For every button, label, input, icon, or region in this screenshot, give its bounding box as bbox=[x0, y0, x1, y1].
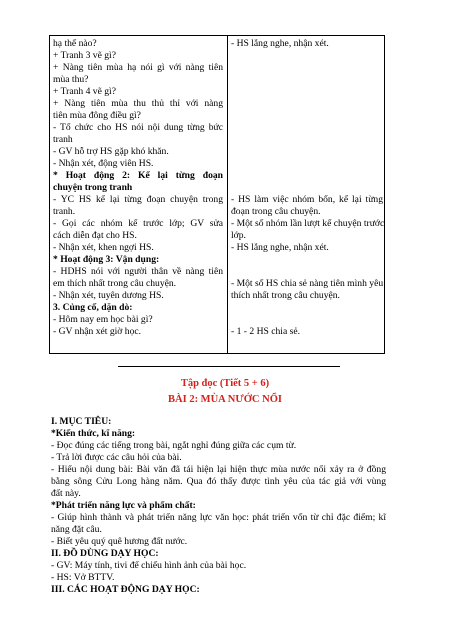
body-line: - Giúp hình thành và phát triển năng lực văn học: phát triển vốn từ chỉ đặc điểm; kĩ bbox=[51, 512, 386, 523]
lesson-subject: Tập đọc (Tiết 5 + 6) bbox=[180, 378, 270, 389]
table-left-line: tranh. bbox=[53, 206, 76, 217]
body-line: - Hiểu nội dung bài: Bài văn đã tái hiện lại hiện thực mùa nước nổi xảy ra ở đồng bbox=[51, 464, 386, 475]
table-right-line: - HS lắng nghe, nhận xét. bbox=[231, 38, 329, 49]
table-left-line: - Hôm nay em học bài gì? bbox=[53, 314, 153, 325]
table-left-line: em thích nhất trong câu chuyện. bbox=[53, 278, 177, 289]
table-left-line: + Tranh 3 vẽ gì? bbox=[53, 50, 116, 61]
table-left-line: - Gọi các nhóm kể trước lớp; GV sửa bbox=[53, 218, 223, 229]
table-left-line: - Tổ chức cho HS nói nội dung từng bức bbox=[53, 122, 223, 133]
section-heading: II. ĐỒ DÙNG DẠY HỌC: bbox=[51, 548, 159, 559]
table-left-line: + Nàng tiên mùa hạ nói gì với nàng tiên bbox=[53, 62, 223, 73]
table-left-line: tranh bbox=[53, 134, 73, 145]
lesson-title: BÀI 2: MÙA NƯỚC NỔI bbox=[168, 394, 282, 405]
table-left-line: tiên mùa đông điều gì? bbox=[53, 110, 141, 121]
table-left-line: mùa thu? bbox=[53, 74, 89, 85]
activity-heading: 3. Củng cố, dặn dò: bbox=[53, 302, 133, 313]
activity-heading: * Hoạt động 2: Kể lại từng đoạn bbox=[53, 170, 223, 181]
table-left-line: - HDHS nói với người thân về nàng tiên bbox=[53, 266, 223, 277]
subsection-heading: *Phát triển năng lực và phẩm chất: bbox=[51, 500, 196, 511]
table-left-line: cách diễn đạt cho HS. bbox=[53, 230, 137, 241]
table-right-line: đoạn trong câu chuyện. bbox=[231, 206, 321, 217]
body-line: - Đọc đúng các tiếng trong bài, ngắt nghỉ đúng giữa các cụm từ. bbox=[51, 440, 297, 451]
table-left-line: - YC HS kể lại từng đoạn chuyện trong bbox=[53, 194, 223, 205]
section-heading: III. CÁC HOẠT ĐỘNG DẠY HỌC: bbox=[51, 584, 200, 595]
table-right-line: - 1 - 2 HS chia sẻ. bbox=[231, 326, 301, 337]
table-right-line: - Một số nhóm lần lượt kể chuyện trước bbox=[231, 218, 385, 229]
table-left-line: hạ thế nào? bbox=[53, 38, 97, 49]
activity-heading: * Hoạt động 3: Vận dụng: bbox=[53, 254, 160, 265]
body-line: năng đặt câu. bbox=[51, 524, 102, 535]
table-left-line: + Tranh 4 vẽ gì? bbox=[53, 86, 116, 97]
table-right-line: thích nhất trong câu chuyện. bbox=[231, 290, 340, 301]
table-left-line: - GV hỗ trợ HS gặp khó khăn. bbox=[53, 146, 169, 157]
table-right-line: - Một số HS chia sẻ nàng tiên mình yêu bbox=[231, 278, 384, 289]
section-divider bbox=[118, 366, 340, 367]
section-heading: I. MỤC TIÊU: bbox=[51, 416, 112, 427]
table-left-line: - Nhận xét, động viên HS. bbox=[53, 158, 154, 169]
body-line: - Trả lời được các câu hỏi của bài. bbox=[51, 452, 182, 463]
body-line: bằng sông Cửu Long hàng năm. Qua đó thấy được tình yêu của tác giả với vùng bbox=[51, 476, 386, 487]
table-right-line: lớp. bbox=[231, 230, 246, 241]
table-left-line: - GV nhận xét giờ học. bbox=[53, 326, 142, 337]
table-right-line: - HS làm việc nhóm bốn, kể lại từng bbox=[231, 194, 383, 205]
body-line: - HS: Vở BTTV. bbox=[51, 572, 115, 583]
table-left-line: - Nhận xét, khen ngợi HS. bbox=[53, 242, 154, 253]
table-left-line: - Nhận xét, tuyên dương HS. bbox=[53, 290, 164, 301]
activity-table bbox=[49, 35, 385, 354]
table-left-line: + Nàng tiên mùa thu thủ thỉ với nàng bbox=[53, 98, 223, 109]
subsection-heading: *Kiến thức, kĩ năng: bbox=[51, 428, 136, 439]
table-right-line: - HS lắng nghe, nhận xét. bbox=[231, 242, 329, 253]
body-line: - Biết yêu quý quê hương đất nước. bbox=[51, 536, 188, 547]
activity-heading: chuyện trong tranh bbox=[53, 182, 133, 193]
body-line: đất này. bbox=[51, 488, 81, 499]
table-column-divider bbox=[227, 36, 228, 353]
body-line: - GV: Máy tính, tivi để chiếu hình ảnh của bài học. bbox=[51, 560, 247, 571]
